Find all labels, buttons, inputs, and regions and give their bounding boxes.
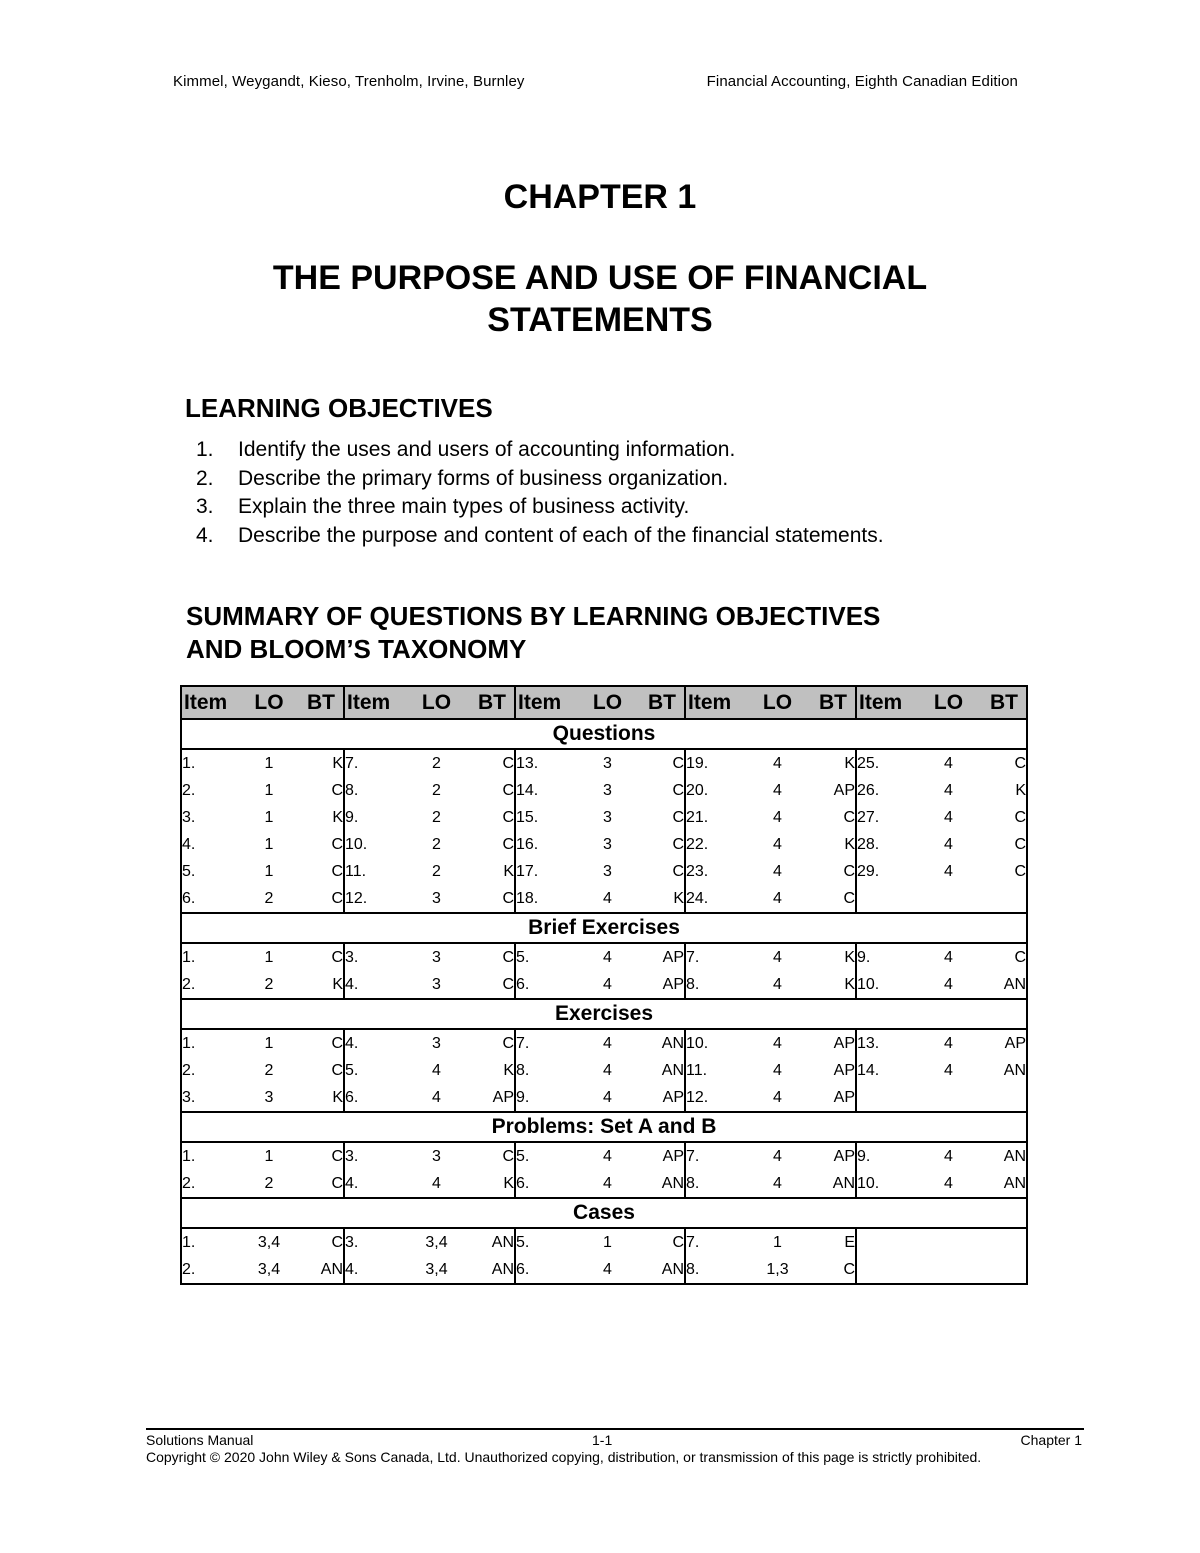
cell-bt: K [503,1061,514,1079]
cell-item: 10. [856,971,920,999]
column-header-row [181,686,1027,719]
cell-lo: 4 [432,1061,441,1079]
objective-text: Explain the three main types of business activity. [238,495,690,519]
cell-item: 3. [344,1142,408,1170]
cell-bt: K [332,754,343,772]
section-header-row [181,719,1027,749]
cell-item: 25. [856,749,920,777]
cell-lo: 4 [944,1061,953,1079]
cell-lo: 4 [749,1170,806,1198]
cell-lo: 1 [264,781,274,799]
running-header-book: Financial Accounting, Eighth Canadian Edition [706,73,1018,90]
cell-item: 15. [515,804,579,831]
cell-bt: C [331,835,343,853]
cell-lo: 4 [773,1147,782,1165]
section-title: Exercises [181,999,1027,1029]
cell-lo: 4 [944,781,953,799]
footer-right: Chapter 1 [1020,1432,1082,1448]
cell-bt: AN [491,1233,514,1251]
cell-lo: 4 [773,754,782,772]
cell-item: 1. [181,1142,245,1170]
cell-bt: AN [977,1142,1027,1170]
cell-bt: AP [662,1147,684,1165]
cell-item: 2. [181,1170,245,1198]
cell-bt: C [331,1233,343,1251]
cell-lo: 2 [245,971,293,999]
cell-lo: 4 [773,835,782,853]
cell-item: 3. [181,1084,245,1112]
column-header-item: Item [344,686,408,719]
cell-lo: 3,4 [425,1233,448,1251]
table-row [181,777,1027,804]
cell-lo: 3 [603,808,612,826]
cell-item: 3. [344,1228,408,1256]
cell-bt: AP [833,1147,855,1165]
cell-lo: 4 [603,1061,612,1079]
cell-bt: C [672,808,684,826]
cell-lo: 3 [603,781,612,799]
cell-bt: AP [833,1034,855,1052]
footer-page-number: 1-1 [592,1432,613,1448]
cell-bt [977,1084,1027,1112]
cell-bt: K [977,777,1027,804]
summary-heading [186,600,880,666]
cell-item: 11. [344,858,408,885]
cell-lo: 4 [603,1147,612,1165]
cell-lo: 2 [264,1061,274,1079]
cell-item: 29. [856,858,920,885]
cell-bt: AN [661,1061,684,1079]
cell-lo: 4 [773,948,782,966]
column-header-lo: LO [749,686,806,719]
cell-lo: 3,4 [257,1233,281,1251]
cell-item: 5. [515,1142,579,1170]
objective-number: 3. [196,495,214,519]
cell-lo: 1 [264,808,274,826]
cell-item [856,1084,920,1112]
cell-item: 18. [515,885,579,913]
cell-item: 23. [685,858,749,885]
cell-item: 26. [856,777,920,804]
section-title: Brief Exercises [181,913,1027,943]
column-header-bt: BT [293,686,344,719]
cell-item: 8. [685,1256,749,1284]
cell-bt: C [502,754,514,772]
cell-lo: 4 [944,1034,953,1052]
cell-bt: AP [636,1084,685,1112]
column-header-bt: BT [977,686,1027,719]
cell-lo: 4 [749,1084,806,1112]
cell-item: 20. [685,777,749,804]
cell-lo: 4 [408,1084,465,1112]
table-row [181,1084,1027,1112]
cell-item: 4. [344,1170,408,1198]
learning-objective-item [196,436,884,465]
cell-bt: AN [661,1034,684,1052]
cell-bt: K [844,948,855,966]
cell-item: 3. [344,943,408,971]
table-row [181,1057,1027,1084]
cell-item: 4. [181,831,245,858]
column-header-lo: LO [579,686,636,719]
cell-lo: 2 [245,885,293,913]
cell-bt: K [465,1170,515,1198]
cell-lo: 4 [408,1170,465,1198]
cell-item: 8. [515,1057,579,1084]
cell-bt: C [843,862,855,880]
cell-lo [920,1228,977,1256]
cell-bt: C [502,835,514,853]
section-header-row [181,1198,1027,1228]
cell-lo: 1 [264,1147,274,1165]
cell-item: 10. [685,1029,749,1057]
cell-lo: 1,3 [749,1256,806,1284]
cell-lo: 4 [944,835,953,853]
cell-lo: 3,4 [408,1256,465,1284]
cell-lo [920,1084,977,1112]
summary-heading-line-2: AND BLOOM’S TAXONOMY [186,634,527,664]
cell-lo: 3,4 [245,1256,293,1284]
objective-text: Describe the primary forms of business organization. [238,466,729,490]
cell-item: 14. [515,777,579,804]
cell-bt: K [806,971,856,999]
cell-bt: C [502,808,514,826]
cell-lo: 1 [264,1034,274,1052]
cell-item: 7. [685,1228,749,1256]
cell-item: 22. [685,831,749,858]
cell-lo: 2 [432,808,441,826]
cell-bt: K [332,808,343,826]
cell-lo: 3 [432,1034,441,1052]
section-title: Questions [181,719,1027,749]
cell-item: 17. [515,858,579,885]
cell-lo: 4 [603,948,612,966]
table-row [181,804,1027,831]
cell-bt: C [672,754,684,772]
cell-item: 21. [685,804,749,831]
cell-bt: AP [662,948,684,966]
cell-item: 16. [515,831,579,858]
cell-item: 7. [685,943,749,971]
cell-item: 9. [344,804,408,831]
cell-bt: C [331,862,343,880]
cell-bt: C [465,885,515,913]
cell-bt: AN [636,1170,685,1198]
cell-item: 2. [181,777,245,804]
cell-item: 6. [181,885,245,913]
running-header-authors: Kimmel, Weygandt, Kieso, Trenholm, Irvine, Burnley [173,73,525,90]
cell-lo: 4 [579,971,636,999]
cell-bt: K [844,835,855,853]
cell-lo: 4 [773,781,782,799]
column-header-bt: BT [636,686,685,719]
cell-bt: C [293,1170,344,1198]
cell-bt: C [977,943,1027,971]
cell-item: 3. [181,804,245,831]
cell-item: 7. [515,1029,579,1057]
cell-item: 6. [515,1256,579,1284]
cell-bt: C [806,1256,856,1284]
cell-bt: C [977,804,1027,831]
cell-lo: 4 [773,808,782,826]
cell-bt: K [503,862,514,880]
table-row [181,1142,1027,1170]
cell-lo: 4 [579,1084,636,1112]
cell-item: 1. [181,943,245,971]
cell-lo: 4 [773,1061,782,1079]
cell-bt: C [806,885,856,913]
cell-lo: 3 [432,1147,441,1165]
cell-item: 1. [181,749,245,777]
cell-item: 9. [515,1084,579,1112]
cell-bt: C [672,862,684,880]
cell-item: 2. [181,971,245,999]
chapter-heading: CHAPTER 1 [503,178,697,216]
cell-bt: K [293,971,344,999]
cell-item: 8. [344,777,408,804]
cell-lo: 4 [749,971,806,999]
cell-bt: C [331,948,343,966]
cell-lo: 4 [773,862,782,880]
cell-bt: AN [977,1057,1027,1084]
cell-lo: 3 [432,948,441,966]
cell-item: 9. [856,1142,920,1170]
cell-lo: 4 [579,1256,636,1284]
table-row [181,971,1027,999]
table-row [181,943,1027,971]
objective-number: 4. [196,523,214,547]
cell-lo: 4 [944,948,953,966]
chapter-title-line-2: STATEMENTS [487,301,713,339]
cell-bt [977,1228,1027,1256]
cell-item: 11. [685,1057,749,1084]
cell-bt: AN [636,1256,685,1284]
cell-bt: C [502,1034,514,1052]
cell-lo: 4 [579,885,636,913]
column-header-item: Item [685,686,749,719]
objective-number: 1. [196,438,214,461]
cell-bt [977,1256,1027,1284]
cell-lo: 3 [603,835,612,853]
cell-bt: AN [293,1256,344,1284]
table-row [181,749,1027,777]
cell-item: 5. [344,1057,408,1084]
cell-lo: 4 [749,885,806,913]
cell-item [856,885,920,913]
column-header-item: Item [856,686,920,719]
table-row [181,885,1027,913]
cell-item: 8. [685,971,749,999]
column-header-lo: LO [408,686,465,719]
cell-bt: C [672,1233,684,1251]
summary-heading-line-1: SUMMARY OF QUESTIONS BY LEARNING OBJECTIVES [186,601,881,631]
table-row [181,831,1027,858]
cell-bt: C [331,1034,343,1052]
section-header-row [181,913,1027,943]
cell-item: 2. [181,1057,245,1084]
cell-lo: 1 [264,862,274,880]
column-header-bt: BT [465,686,515,719]
cell-lo: 1 [603,1233,612,1251]
cell-item: 27. [856,804,920,831]
section-header-row [181,999,1027,1029]
cell-item: 6. [515,1170,579,1198]
cell-bt: K [636,885,685,913]
objective-number: 2. [196,466,214,490]
cell-bt: C [465,971,515,999]
cell-lo: 2 [432,781,441,799]
cell-item: 4. [344,971,408,999]
cell-item: 5. [181,858,245,885]
cell-bt: C [331,1147,343,1165]
cell-bt: C [977,831,1027,858]
chapter-title-line-1: THE PURPOSE AND USE OF FINANCIAL [272,259,928,297]
cell-lo: 4 [944,862,953,880]
cell-bt: AP [465,1084,515,1112]
cell-bt: C [977,749,1027,777]
section-title: Problems: Set A and B [181,1112,1027,1142]
cell-item: 6. [344,1084,408,1112]
cell-lo: 4 [944,754,953,772]
cell-lo: 4 [773,1034,782,1052]
cell-item: 7. [685,1142,749,1170]
cell-lo: 2 [432,835,441,853]
column-header-lo: LO [920,686,977,719]
cell-bt: C [672,781,684,799]
cell-item: 5. [515,1228,579,1256]
cell-bt: C [331,1061,343,1079]
cell-lo: 1 [264,835,274,853]
cell-item [856,1256,920,1284]
cell-lo: 3 [603,754,612,772]
objective-text: Describe the purpose and content of each of the financial statements. [238,523,884,547]
cell-lo: 4 [944,1147,953,1165]
cell-bt: E [844,1233,855,1251]
cell-bt: AP [806,1084,856,1112]
cell-item: 2. [181,1256,245,1284]
cell-lo: 4 [920,971,977,999]
cell-bt: AN [465,1256,515,1284]
objective-text: Identify the uses and users of accounting information. [238,438,736,461]
learning-objective-item [196,493,884,522]
cell-lo: 2 [432,862,441,880]
cell-bt: C [672,835,684,853]
cell-lo [920,885,977,913]
cell-bt: C [502,781,514,799]
chapter-title [0,257,1200,341]
cell-bt: K [844,754,855,772]
cell-item: 19. [685,749,749,777]
cell-item [856,1228,920,1256]
cell-item: 12. [685,1084,749,1112]
summary-table [180,685,1028,1285]
cell-lo: 4 [944,808,953,826]
footer-left: Solutions Manual [146,1432,254,1448]
cell-item: 9. [856,943,920,971]
cell-bt: C [843,808,855,826]
cell-item: 24. [685,885,749,913]
cell-bt: C [502,948,514,966]
cell-item: 8. [685,1170,749,1198]
column-header-lo: LO [245,686,293,719]
cell-item: 7. [344,749,408,777]
section-title: Cases [181,1198,1027,1228]
table-row [181,1029,1027,1057]
cell-bt: AP [833,1061,855,1079]
cell-lo: 1 [773,1233,782,1251]
cell-item: 1. [181,1228,245,1256]
cell-lo: 1 [264,948,274,966]
table-row [181,1228,1027,1256]
cell-lo: 2 [432,754,441,772]
cell-bt: K [293,1084,344,1112]
cell-item: 28. [856,831,920,858]
cell-bt: C [502,1147,514,1165]
cell-item: 4. [344,1256,408,1284]
column-header-item: Item [515,686,579,719]
cell-lo: 3 [245,1084,293,1112]
learning-objectives-heading: LEARNING OBJECTIVES [185,393,493,423]
cell-lo [920,1256,977,1284]
cell-lo: 3 [603,862,612,880]
column-header-bt: BT [806,686,856,719]
cell-bt: AP [977,1029,1027,1057]
cell-item: 1. [181,1029,245,1057]
cell-lo: 3 [408,971,465,999]
cell-lo: 4 [603,1034,612,1052]
table-row [181,858,1027,885]
cell-item: 13. [515,749,579,777]
cell-bt: AP [636,971,685,999]
learning-objectives-list [196,436,884,550]
footer-copyright: Copyright © 2020 John Wiley & Sons Canada, Ltd. Unauthorized copying, distribution, or transmission of this page is strictly prohibited. [146,1449,982,1465]
cell-bt: C [293,885,344,913]
learning-objective-item [196,522,884,551]
cell-bt: AN [977,1170,1027,1198]
cell-item: 12. [344,885,408,913]
cell-bt: AN [806,1170,856,1198]
cell-item: 14. [856,1057,920,1084]
cell-bt: C [977,858,1027,885]
cell-item: 13. [856,1029,920,1057]
cell-lo: 1 [264,754,274,772]
cell-item: 5. [515,943,579,971]
column-header-item: Item [181,686,245,719]
cell-lo: 4 [920,1170,977,1198]
cell-bt: AP [833,781,855,799]
cell-bt: AN [977,971,1027,999]
table-row [181,1256,1027,1284]
section-header-row [181,1112,1027,1142]
cell-lo: 4 [579,1170,636,1198]
cell-item: 10. [344,831,408,858]
learning-objective-item [196,465,884,494]
cell-lo: 3 [408,885,465,913]
footer-rule [146,1428,1084,1430]
cell-item: 6. [515,971,579,999]
cell-bt [977,885,1027,913]
cell-lo: 2 [245,1170,293,1198]
cell-item: 10. [856,1170,920,1198]
table-row [181,1170,1027,1198]
cell-bt: C [331,781,343,799]
cell-item: 4. [344,1029,408,1057]
